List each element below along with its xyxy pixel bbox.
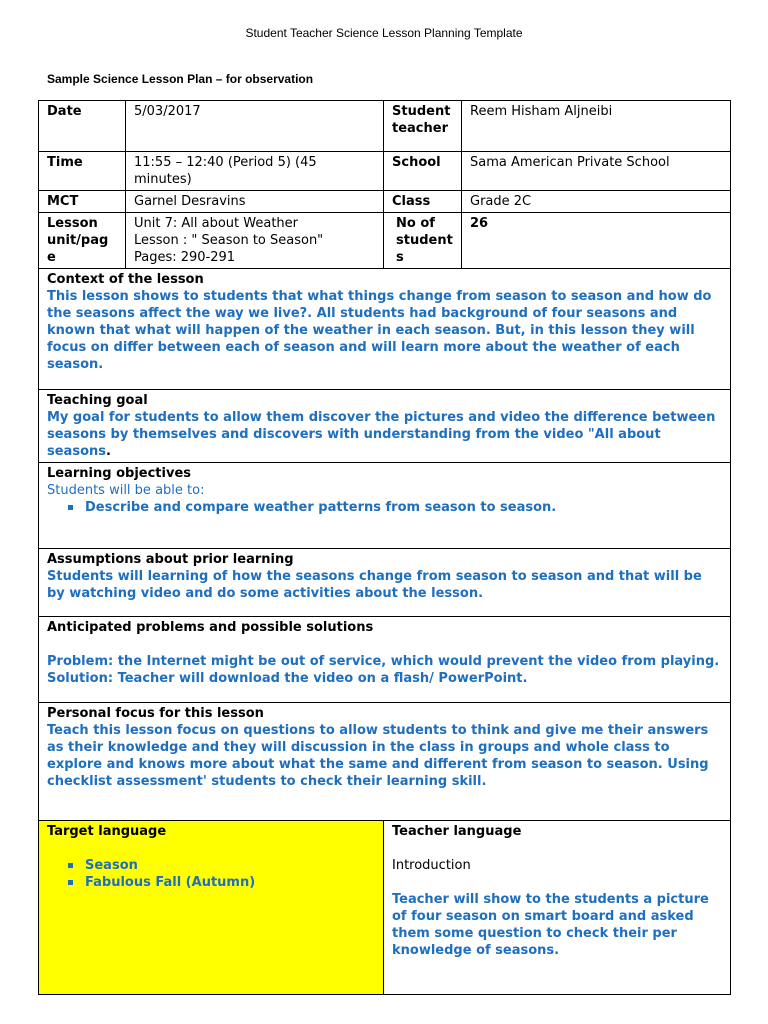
target-language-title: Target language bbox=[47, 824, 167, 839]
target-language-section bbox=[39, 821, 384, 995]
assumptions-title: Assumptions about prior learning bbox=[47, 552, 294, 567]
lesson-pages-line: Pages: 290-291 bbox=[134, 250, 236, 265]
document-header: Student Teacher Science Lesson Planning Template bbox=[245, 26, 523, 40]
target-language-spacer bbox=[47, 840, 375, 857]
teacher-language-text: Teacher will show to the students a picture of four season on smart board and asked them some question to check their per knowledge of seasons. bbox=[392, 892, 709, 958]
goal-text-wrap bbox=[47, 409, 722, 460]
row-time bbox=[39, 152, 731, 191]
row-assumptions bbox=[39, 549, 731, 617]
row-mct bbox=[39, 191, 731, 213]
problems-title: Anticipated problems and possible solutions bbox=[47, 620, 374, 635]
row-language bbox=[39, 821, 731, 995]
objectives-list bbox=[47, 499, 722, 516]
class-label: Class bbox=[384, 191, 462, 213]
date-label: Date bbox=[39, 101, 126, 152]
mct-label: MCT bbox=[39, 191, 126, 213]
focus-title: Personal focus for this lesson bbox=[47, 706, 264, 721]
row-context bbox=[39, 269, 731, 390]
target-language-item bbox=[85, 857, 375, 874]
lesson-plan-table bbox=[38, 100, 731, 995]
row-goal bbox=[39, 390, 731, 463]
student-teacher-label: Student teacher bbox=[384, 101, 462, 152]
class-value: Grade 2C bbox=[462, 191, 731, 213]
goal-section bbox=[39, 390, 731, 463]
target-language-item bbox=[85, 874, 375, 891]
assumptions-section bbox=[39, 549, 731, 617]
objective-item bbox=[85, 499, 722, 516]
target-language-list bbox=[47, 857, 375, 891]
bullet-square-icon bbox=[68, 863, 73, 868]
problem-text: Problem: the Internet might be out of service, which would prevent the video from playing. bbox=[47, 654, 720, 669]
goal-title: Teaching goal bbox=[47, 393, 148, 408]
context-text: This lesson shows to students that what things change from season to season and how do the seasons affect the way we live?. All students had background of four seasons and known that what will happen of the weather in each season. But, in this lesson they will focus on differ between each of season and will learn more about the weather of each season. bbox=[47, 289, 712, 372]
target-language-item-text: Fabulous Fall (Autumn) bbox=[85, 875, 256, 890]
goal-end: . bbox=[106, 444, 111, 459]
row-lesson bbox=[39, 213, 731, 269]
goal-text: My goal for students to allow them discover the pictures and video the difference between seasons by themselves and discovers with understanding from the video "All about seasons bbox=[47, 410, 716, 459]
lesson-title-line: Lesson : " Season to Season" bbox=[134, 233, 324, 248]
lesson-unit-value bbox=[126, 213, 384, 269]
problems-spacer bbox=[47, 636, 722, 653]
time-value: 11:55 – 12:40 (Period 5) (45 minutes) bbox=[126, 152, 384, 191]
objective-item-text: Describe and compare weather patterns from season to season. bbox=[85, 500, 557, 515]
time-label: Time bbox=[39, 152, 126, 191]
objectives-title: Learning objectives bbox=[47, 466, 191, 481]
assumptions-text: Students will learning of how the seasons change from season to season and that will be by watching video and do some activities about the lesson. bbox=[47, 569, 702, 601]
mct-value: Garnel Desravins bbox=[126, 191, 384, 213]
problems-section bbox=[39, 617, 731, 703]
context-title: Context of the lesson bbox=[47, 272, 204, 287]
student-teacher-value: Reem Hisham Aljneibi bbox=[462, 101, 731, 152]
document-subtitle: Sample Science Lesson Plan – for observation bbox=[47, 72, 314, 86]
context-section bbox=[39, 269, 731, 390]
focus-section bbox=[39, 703, 731, 821]
lesson-unit-label: Lesson unit/page bbox=[39, 213, 126, 269]
teacher-language-title: Teacher language bbox=[392, 824, 522, 839]
students-count-value: 26 bbox=[462, 213, 731, 269]
objectives-intro: Students will be able to: bbox=[47, 483, 205, 498]
row-objectives bbox=[39, 463, 731, 549]
lesson-unit-line: Unit 7: All about Weather bbox=[134, 216, 299, 231]
teacher-language-spacer-2 bbox=[392, 874, 722, 891]
row-date bbox=[39, 101, 731, 152]
teacher-language-intro: Introduction bbox=[392, 858, 471, 873]
objectives-section bbox=[39, 463, 731, 549]
bullet-square-icon bbox=[68, 880, 73, 885]
row-focus bbox=[39, 703, 731, 821]
school-value: Sama American Private School bbox=[462, 152, 731, 191]
bullet-square-icon bbox=[68, 505, 73, 510]
school-label: School bbox=[384, 152, 462, 191]
focus-text: Teach this lesson focus on questions to allow students to think and give me their answers as their knowledge and they will discussion in the class in groups and whole class to explore and knows more about what the same and different from season to season. Using checklist assessment' students to check their learning skill. bbox=[47, 723, 709, 789]
teacher-language-section bbox=[384, 821, 731, 995]
teacher-language-spacer bbox=[392, 840, 722, 857]
target-language-item-text: Season bbox=[85, 858, 138, 873]
date-value: 5/03/2017 bbox=[126, 101, 384, 152]
solution-text: Solution: Teacher will download the video on a flash/ PowerPoint. bbox=[47, 671, 528, 686]
students-count-label: No of students bbox=[384, 213, 462, 269]
row-problems bbox=[39, 617, 731, 703]
